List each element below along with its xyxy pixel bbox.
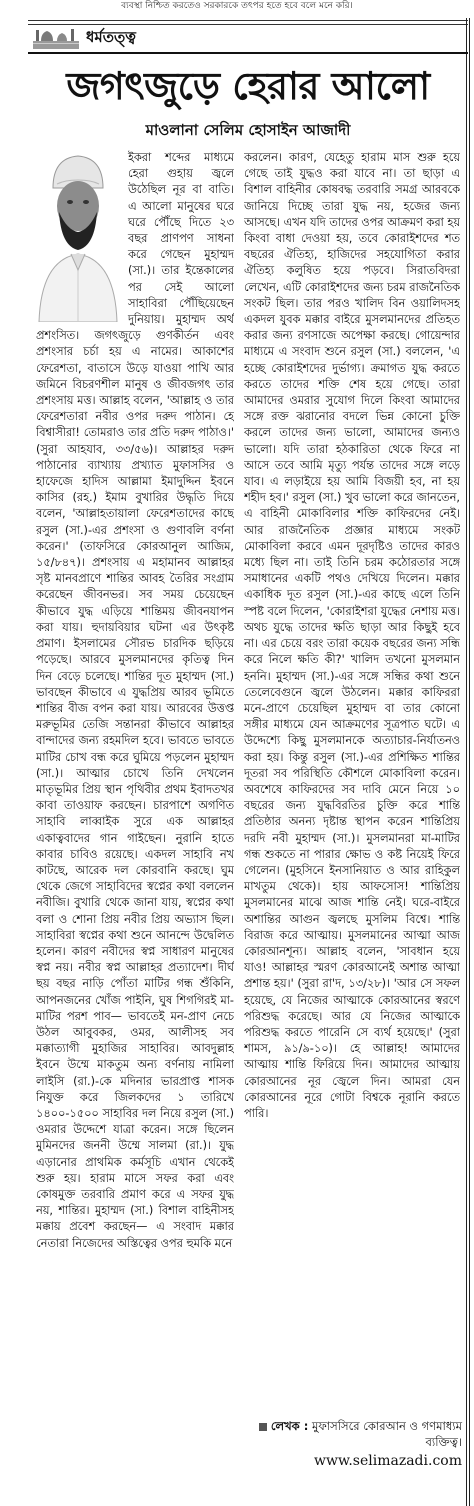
right-border-rule bbox=[466, 18, 470, 1506]
author-note bbox=[258, 1418, 462, 1450]
headline: জগৎজুড়ে হেরার আলো bbox=[66, 64, 430, 108]
author-website: www.selimazadi.com bbox=[314, 1453, 462, 1469]
section-title: ধর্মতত্ত্ব bbox=[86, 28, 136, 46]
top-rule bbox=[28, 20, 468, 21]
previous-article-strip: ব্যবস্থা নিশ্চিত করতেও সরকারকে তৎপর হতে হবে বলে মনে করি। bbox=[121, 1, 353, 11]
square-bullet-icon bbox=[259, 1423, 267, 1431]
mosque-logo-icon bbox=[33, 27, 79, 49]
photo-text-wrap-space bbox=[36, 150, 128, 326]
article-column-1 bbox=[36, 150, 234, 1504]
column-1-text: ইকরা শব্দের মাধ্যমে হেরা গুহায় জ্বলে উঠেছিল নূর বা বাতি। এ আলো মানুষের ঘরে ঘরে পৌঁছে দিতে ২৩ বছর প্রাণপণ সাধনা করে গেছেন মুহাম্মদ (সা.)। তার ইন্তেকালের পর সেই আলো সাহাবিরা পৌঁছিয়েছেন দুনিয়ায়। মুহাম্মদ অর্থ প্রশংসিত। জগৎজুড়ে গুণকীর্তন এবং প্রশংসার চর্চা হয় এ নামের। আকাশের ফেরেশতা, বাতাসে উড়ে যাওয়া পাখি আর জমিনে বিচরণশীল মানুষ ও জীবজগৎ তার প্রশংসায় মত্ত। আল্লাহ বলেন, 'আল্লাহ ও তার ফেরেশতারা নবীর ওপর দরুদ পাঠান। হে বিশ্বাসীরা! তোমরাও তার প্রতি দরুদ পাঠাও।' (সুরা আহযাব, ৩৩/৫৬)। আল্লাহর দরুদ পাঠানোর ব্যাখ্যায় প্রখ্যাত মুফাসসির ও হাফেজে হাদিস আল্লামা ইমাদুদ্দিন ইবনে কাসির (রহ.) ইমাম বুখারির উদ্ধৃতি দিয়ে বলেন, 'আল্লাহতায়ালা ফেরেশতাদের কাছে রসুল (সা.)-এর প্রশংসা ও গুণাবলি বর্ণনা করেন।' (তাফসিরে কোরআনুল আজিম, ১৫/৮৪৭)। প্রশংসায় এ মহামানব আল্লাহর সৃষ্ট মানবপ্রাণে শান্তির আবহ তৈরির সংগ্রাম করেছেন জীবনভর। সব সময় চেয়েছেন কীভাবে যুদ্ধ এড়িয়ে শান্তিময় জীবনযাপন করা যায়। হুদায়বিয়ার ঘটনা এর উৎকৃষ্ট প্রমাণ। ইসলামের সৌরভ চারদিক ছড়িয়ে পড়েছে। আরবে মুসলমানদের কৃতিত্ব দিন দিন বেড়ে চলেছে। শান্তির দূত মুহাম্মদ (সা.) ভাবছেন কীভাবে এ যুদ্ধপ্রিয় আরব ভূমিতে শান্তির বীজ বপন করা যায়। আরবের উত্তপ্ত মরুভূমির তেজি সন্তানরা কীভাবে আল্লাহর বান্দাদের জন্য রহমদিল হবে। ভাবতে ভাবতে মাটির চোখ বন্ধ করে ঘুমিয়ে পড়লেন মুহাম্মদ (সা.)। আত্মার চোখে তিনি দেখলেন মাতৃভূমির প্রিয় স্থান পৃথিবীর প্রথম ইবাদতখর কাবা তাওয়াফ করছেন। চারপাশে অগণিত সাহাবি লাব্বাইক সুরে এক আল্লাহর একাত্ববাদের গান গাইছেন। নুরানি হাতে কাবার চাবিও রয়েছে। একদল সাহাবি নখ কাটছে, আরেক দল কোরবানি করছে। ঘুম থেকে জেগে সাহাবিদের স্বপ্নের কথা বললেন নবীজি। বুখারি থেকে জানা যায়, স্বপ্নের কথা বলা ও শোনা প্রিয় নবীর প্রিয় অভ্যাস ছিল। সাহাবিরা স্বপ্নের কথা শুনে আনন্দে উদ্বেলিত হলেন। কারণ নবীদের স্বপ্ন সাধারণ মানুষের স্বপ্ন নয়। নবীর স্বপ্ন আল্লাহর প্রত্যাদেশ। দীর্ঘ ছয় বছর নাড়ি পোঁতা মাটির গন্ধ শুঁকিনি, আপনজনের খোঁজ পাইনি, ঘুষ শিগগিরই মা-মাটির পরশ পাব— ভাবতেই মন-প্রাণ নেচে উঠল আবুবকর, ওমর, আলীসহ সব মক্কাত্যাগী মুহাজির সাহাবির। আবদুল্লাহ ইবনে উম্মে মাকতুম অন্য বর্ণনায় নামিলা লাইসি (রা.)-কে মদিনার ভারপ্রাপ্ত শাসক নিযুক্ত করে জিলকদের ১ তারিখে ১৪০০-১৫০০ সাহাবির দল নিয়ে রসুল (সা.) ওমরার উদ্দেশে যাত্রা করেন। সঙ্গে ছিলেন মুমিনদের জননী উম্মে সালমা (রা.)। যুদ্ধ এড়ানোর প্রাথমিক কর্মসূচি এখান থেকেই শুরু হয়। হারাম মাসে সফর করা এবং কোষমুক্ত তরবারি প্রমাণ করে এ সফর যুদ্ধ নয়, শান্তির। মুহাম্মদ (সা.) বিশাল বাহিনীসহ মক্কায় প্রবেশ করছেন— এ সংবাদ মক্কার নেতারা নিজেদের অস্তিত্বের ওপর হুমকি মনে bbox=[36, 151, 234, 1250]
column-2-text: করলেন। কারণ, যেহেতু হারাম মাস শুরু হয়ে গেছে তাই যুদ্ধও করা যাবে না। তা ছাড়া এ বিশাল বাহিনীর কোষবদ্ধ তরবারি সমগ্র আরবকে জানিয়ে দিচ্ছে তারা যুদ্ধ নয়, হজের জন্য আসছে। এখন যদি তাদের ওপর আক্রমণ করা হয় কিংবা বাধা দেওয়া হয়, তবে কোরাইশদের শত বছরের ঐতিহ্য, হাজিদের সহযোগিতা করার ঐতিহ্য কলুষিত হয়ে পড়বে। সিরাতবিদরা লেখেন, এটি কোরাইশদের জন্য চরম রাজনৈতিক সংকট ছিল। তার পরও খালিদ বিন ওয়ালিদসহ একদল যুবক মক্কার বাইরে মুসলমানদের প্রতিহত করার জন্য রণসাজে অপেক্ষা করছে। গোয়েন্দার মাধ্যমে এ সংবাদ শুনে রসুল (সা.) বললেন, 'এ হচ্ছে কোরাইশদের দুর্ভাগ্য। ক্রমাগত যুদ্ধ করতে করতে তাদের শক্তি শেষ হয়ে গেছে। তারা আমাদের ওমরার সুযোগ দিলে কিংবা আমাদের সঙ্গে রক্ত ঝরানোর বদলে ভিন্ন কোনো চুক্তি করলে তাদের জন্য ভালো, আমাদের জন্যও ভালো। যদি তারা হঠকারিতা থেকে ফিরে না আসে তবে আমি মৃত্যু পর্যন্ত তাদের সঙ্গে লড়ে যাব। এ লড়াইয়ে হয় আমি বিজয়ী হব, না হয় শহীদ হব।' রসুল (সা.) খুব ভালো করে জানতেন, এ বাহিনী মোকাবিলার শক্তি কাফিরদের নেই। আর রাজনৈতিক প্রজ্ঞার মাধ্যমে সংকট মোকাবিলা করবে এমন দূরদৃষ্টিও তাদের কারও মধ্যে ছিল না। তাই তিনি চরম কঠোরতার সঙ্গে সমাধানের একটি পথও দেখিয়ে দিলেন। মক্কার একাধিক দূত রসুল (সা.)-এর কাছে এলে তিনি স্পষ্ট বলে দিলেন, 'কোরাইশরা যুদ্ধের নেশায় মত্ত। অথচ যুদ্ধে তাদের ক্ষতি ছাড়া আর কিছুই হবে না। এর চেয়ে বরং তারা কয়েক বছরের জন্য সন্ধি করে নিলে ক্ষতি কী?' খালিদ তখনো মুসলমান হননি। মুহাম্মদ (সা.)-এর সঙ্গে সন্ধির কথা শুনে তেলেবেগুনে জ্বলে উঠলেন। মক্কার কাফিররা মনে-প্রাণে চেয়েছিল মুহাম্মদ বা তার কোনো সঙ্গীর মাধ্যমে যেন আক্রমণের সূত্রপাত ঘটে। এ উদ্দেশ্যে কিছু মুসলমানকে অত্যাচার-নির্যাতনও করা হয়। কিন্তু রসুল (সা.)-এর প্রশিক্ষিত শান্তির দূতরা সব পরিস্থিতি কৌশলে মোকাবিলা করেন। অবশেষে কাফিরদের সব দাবি মেনে নিয়ে ১০ বছরের জন্য যুদ্ধবিরতির চুক্তি করে শান্তি প্রতিষ্ঠার অনন্য দৃষ্টান্ত স্থাপন করেন শান্তিপ্রিয় দরদি নবী মুহাম্মদ (সা.)। মুসলমানরা মা-মাটির গন্ধ শুকতে না পারার ক্ষোভ ও কষ্ট নিয়েই ফিরে গেলেন। (মুহসিনে ইনসানিয়াত ও আর রাহিকুল মাখতুম থেকে)। হায় আফসোস! শান্তিপ্রিয় মুসলমানের মাঝে আজ শান্তি নেই। ঘরে-বাইরে অশান্তির আগুন জ্বলছে মুসলিম বিশ্বে। শান্তি বিরাজ করে আত্মায়। মুসলমানের আত্মা আজ কোরআনশূন্য। আল্লাহ বলেন, 'সাবধান হয়ে যাও! আল্লাহর স্মরণ কোরআনেই অশান্ত আত্মা প্রশান্ত হয়।' (সুরা রা'দ, ১৩/২৮)। 'আর সে সফল হয়েছে, যে নিজের আত্মাকে কোরআনের স্বরণে পরিশুদ্ধ করেছে। আর যে নিজের আত্মাকে পরিশুদ্ধ করতে পারেনি সে ব্যর্থ হয়েছে।' (সুরা শামস, ৯১/৯-১০)। হে আল্লাহ! আমাদের আত্মায় শান্তি ফিরিয়ে দিন। আমাদের আত্মায় কোরআনের নূর জ্বেলে দিন। আমরা যেন কোরআনের নূরে গোটা বিশ্বকে নূরানি করতে পারি। bbox=[244, 151, 460, 1120]
section-rule bbox=[28, 52, 468, 54]
article-column-2 bbox=[244, 150, 460, 1412]
author-note-text: মুফাসসিরে কোরআন ও গণমাধ্যম ব্যক্তিত্ব। bbox=[311, 1419, 462, 1449]
top-rule-2 bbox=[28, 24, 468, 25]
author-note-label: লেখক : bbox=[270, 1419, 309, 1433]
byline: মাওলানা সেলিম হোসাইন আজাদী bbox=[145, 121, 351, 139]
